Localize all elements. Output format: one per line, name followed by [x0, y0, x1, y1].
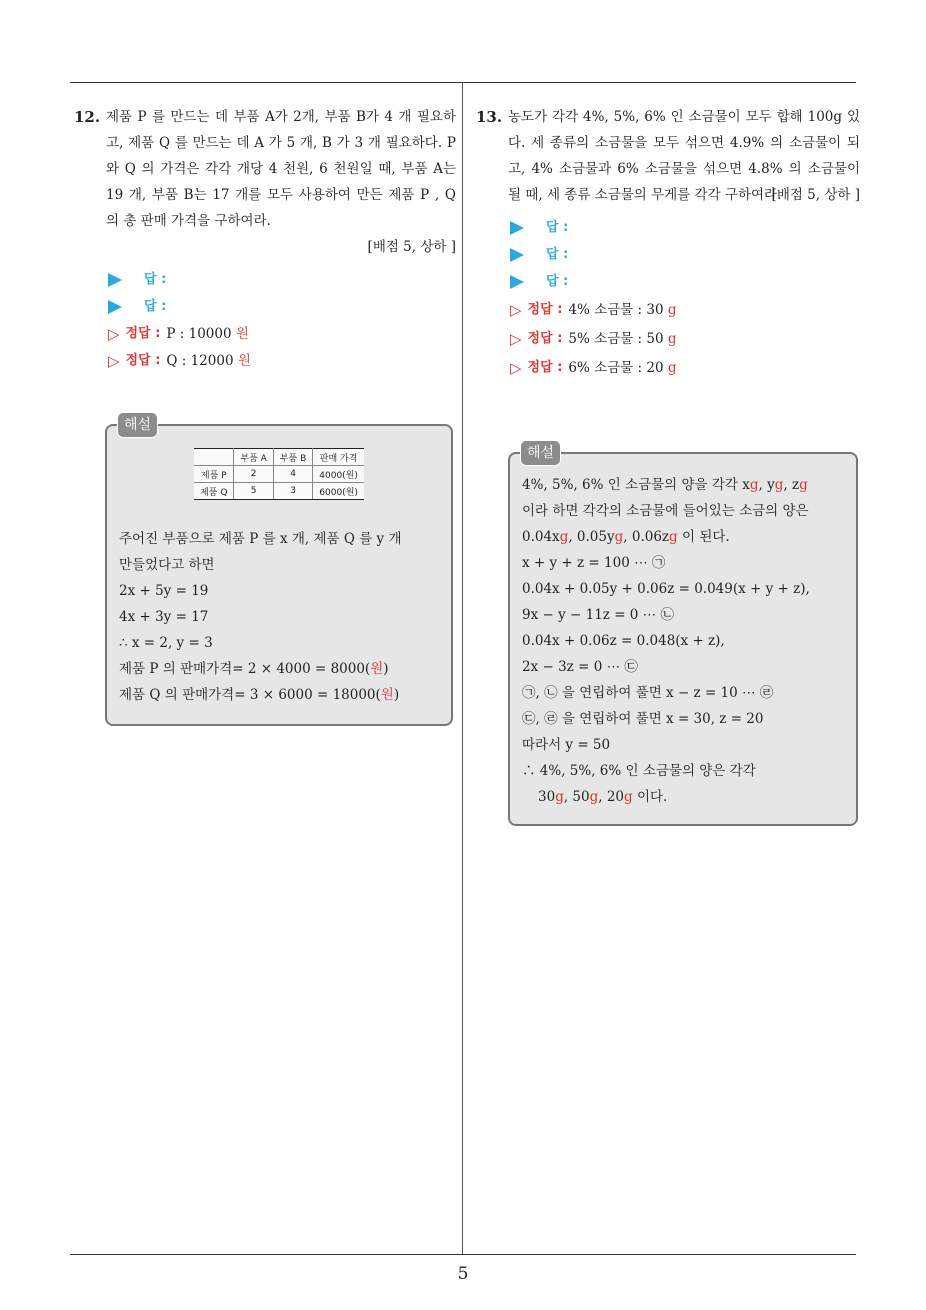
bottom-rule [70, 1254, 856, 1255]
solution-line: 주어진 부품으로 제품 P 를 x 개, 제품 Q 를 y 개 [119, 531, 402, 547]
unit: g [749, 477, 759, 493]
solution-line: 따라서 y = 50 [522, 737, 611, 753]
answer-slot[interactable] [476, 241, 860, 268]
unit: g [667, 359, 677, 376]
solution-line: 0.04xg, 0.05yg, 0.06zg 이 된다. [522, 529, 730, 545]
unit: g [614, 529, 624, 545]
triangle-icon [510, 248, 524, 262]
solution-box-13 [508, 445, 858, 826]
correct-answer [476, 353, 860, 382]
solution-line: ∴ 4%, 5%, 6% 인 소금물의 양은 각각 [522, 763, 756, 779]
question-12 [74, 104, 456, 374]
correct-answer [476, 295, 860, 324]
correct-value: P : 10000 [166, 325, 232, 342]
unit: g [559, 529, 569, 545]
correct-value: 4% 소금물 : 30 [568, 301, 664, 318]
table-cell: 2 [234, 466, 273, 483]
triangle-icon [108, 300, 122, 314]
answer-slot[interactable] [476, 214, 860, 241]
table-cell: 5 [234, 483, 273, 500]
solution-line: 2x + 5y = 19 [119, 583, 209, 599]
answer-list [74, 266, 456, 374]
solution-tab: 해설 [117, 412, 158, 438]
solution-line: ㉠, ㉡ 을 연립하여 풀면 x − z = 10 ⋯ ㉣ [522, 685, 774, 701]
answer-label: 답 : [144, 298, 167, 314]
triangle-outline-icon: ▷ [510, 358, 522, 377]
answer-label: 답 : [144, 271, 167, 287]
score: [배점 5, 상하 ] [367, 239, 456, 255]
score: [배점 5, 상하 ] [771, 187, 860, 203]
triangle-outline-icon: ▷ [108, 324, 120, 343]
triangle-icon [108, 273, 122, 287]
unit: g [667, 330, 677, 347]
page-number: 5 [457, 1264, 469, 1284]
unit: g [555, 789, 564, 805]
answer-slot[interactable] [74, 266, 456, 293]
correct-label: 정답 : [527, 359, 563, 375]
solution-line: x + y + z = 100 ⋯ ㉠ [522, 555, 666, 571]
unit: g [667, 301, 677, 318]
solution-line: ㉢, ㉣ 을 연립하여 풀면 x = 30, z = 20 [522, 711, 764, 727]
correct-label: 정답 : [125, 352, 161, 368]
question-text: 제품 P 를 만드는 데 부품 A가 2개, 부품 B가 4 개 필요하고, 제품 Q 를 만드는 데 A 가 5 개, B 가 3 개 필요하다. P 와 Q 의 가격은 각각 개당 4 천원, 6 천원일 때, 부품 A는 19 개, 부품 B는 17 개를 모두 사용하여 만든 제품 P , Q 의 총 판매 가격을 구하여라. [106, 109, 456, 229]
solution-line: 4%, 5%, 6% 인 소금물의 양을 각각 xg, yg, zg [522, 477, 808, 493]
triangle-outline-icon: ▷ [510, 300, 522, 319]
solution-line: 0.04x + 0.06z = 0.048(x + z), [522, 633, 725, 649]
answer-label: 답 : [546, 219, 569, 235]
question-13 [476, 104, 860, 382]
table-cell: 부품 A [234, 449, 273, 466]
correct-answer [74, 320, 456, 347]
top-rule [70, 82, 856, 83]
correct-label: 정답 : [527, 330, 563, 346]
unit: 원 [237, 352, 251, 369]
solution-line: 0.04x + 0.05y + 0.06z = 0.049(x + y + z), [522, 581, 810, 597]
question-number: 12. [74, 108, 101, 126]
triangle-icon [510, 221, 524, 235]
answer-label: 답 : [546, 246, 569, 262]
answer-label: 답 : [546, 273, 569, 289]
unit: 원 [235, 325, 249, 342]
solution-box-12 [105, 417, 453, 726]
table-cell: 6000(원) [313, 483, 364, 500]
solution-text [510, 454, 856, 810]
solution-line: 제품 P 의 판매가격= 2 × 4000 = 8000(원) [119, 661, 389, 677]
triangle-outline-icon: ▷ [510, 329, 522, 348]
table-cell: 4 [273, 466, 312, 483]
solution-line: 2x − 3z = 0 ⋯ ㉢ [522, 659, 638, 675]
unit: g [589, 789, 599, 805]
table-cell [194, 449, 234, 466]
correct-value: 5% 소금물 : 50 [568, 330, 664, 347]
table-cell: 부품 B [273, 449, 312, 466]
solution-line: 만들었다고 하면 [119, 557, 215, 573]
correct-label: 정답 : [527, 301, 563, 317]
unit: g [669, 529, 678, 545]
solution-line: 4x + 3y = 17 [119, 609, 209, 625]
solution-tab: 해설 [520, 440, 561, 466]
question-number: 13. [476, 108, 503, 126]
table-cell: 4000(원) [313, 466, 364, 483]
unit: 원 [380, 687, 394, 703]
question-text: 농도가 각각 4%, 5%, 6% 인 소금물이 모두 합해 100g 있다. 세 종류의 소금물을 모두 섞으면 4.9% 의 소금물이 되고, 4% 소금물과 6% 소금물을 섞으면 4.8% 의 소금물이 될 때, 세 종류 소금물의 무게를 각각 구하여라. [508, 109, 860, 203]
unit: g [774, 477, 784, 493]
solution-line: 이라 하면 각각의 소금물에 들어있는 소금의 양은 [522, 503, 809, 519]
table-cell: 3 [273, 483, 312, 500]
unit: g [799, 477, 808, 493]
correct-value: Q : 12000 [166, 352, 234, 369]
unit: 원 [370, 661, 384, 677]
correct-answer [74, 347, 456, 374]
solution-line: 제품 Q 의 판매가격= 3 × 6000 = 18000(원) [119, 687, 400, 703]
answer-slot[interactable] [74, 293, 456, 320]
correct-label: 정답 : [125, 325, 161, 341]
correct-answer [476, 324, 860, 353]
correct-value: 6% 소금물 : 20 [568, 359, 664, 376]
table-cell: 제품 P [194, 466, 234, 483]
triangle-icon [510, 275, 524, 289]
answer-slot[interactable] [476, 268, 860, 295]
solution-line: ∴ x = 2, y = 3 [119, 635, 213, 651]
unit: g [624, 789, 633, 805]
solution-text [107, 526, 451, 708]
column-divider [462, 82, 463, 1254]
table-cell: 판매 가격 [313, 449, 364, 466]
triangle-outline-icon: ▷ [108, 351, 120, 370]
parts-table [194, 448, 364, 500]
table-cell: 제품 Q [194, 483, 234, 500]
solution-line: 30g, 50g, 20g 이다. [538, 789, 668, 805]
answer-list [476, 214, 860, 382]
solution-line: 9x − y − 11z = 0 ⋯ ㉡ [522, 607, 674, 623]
